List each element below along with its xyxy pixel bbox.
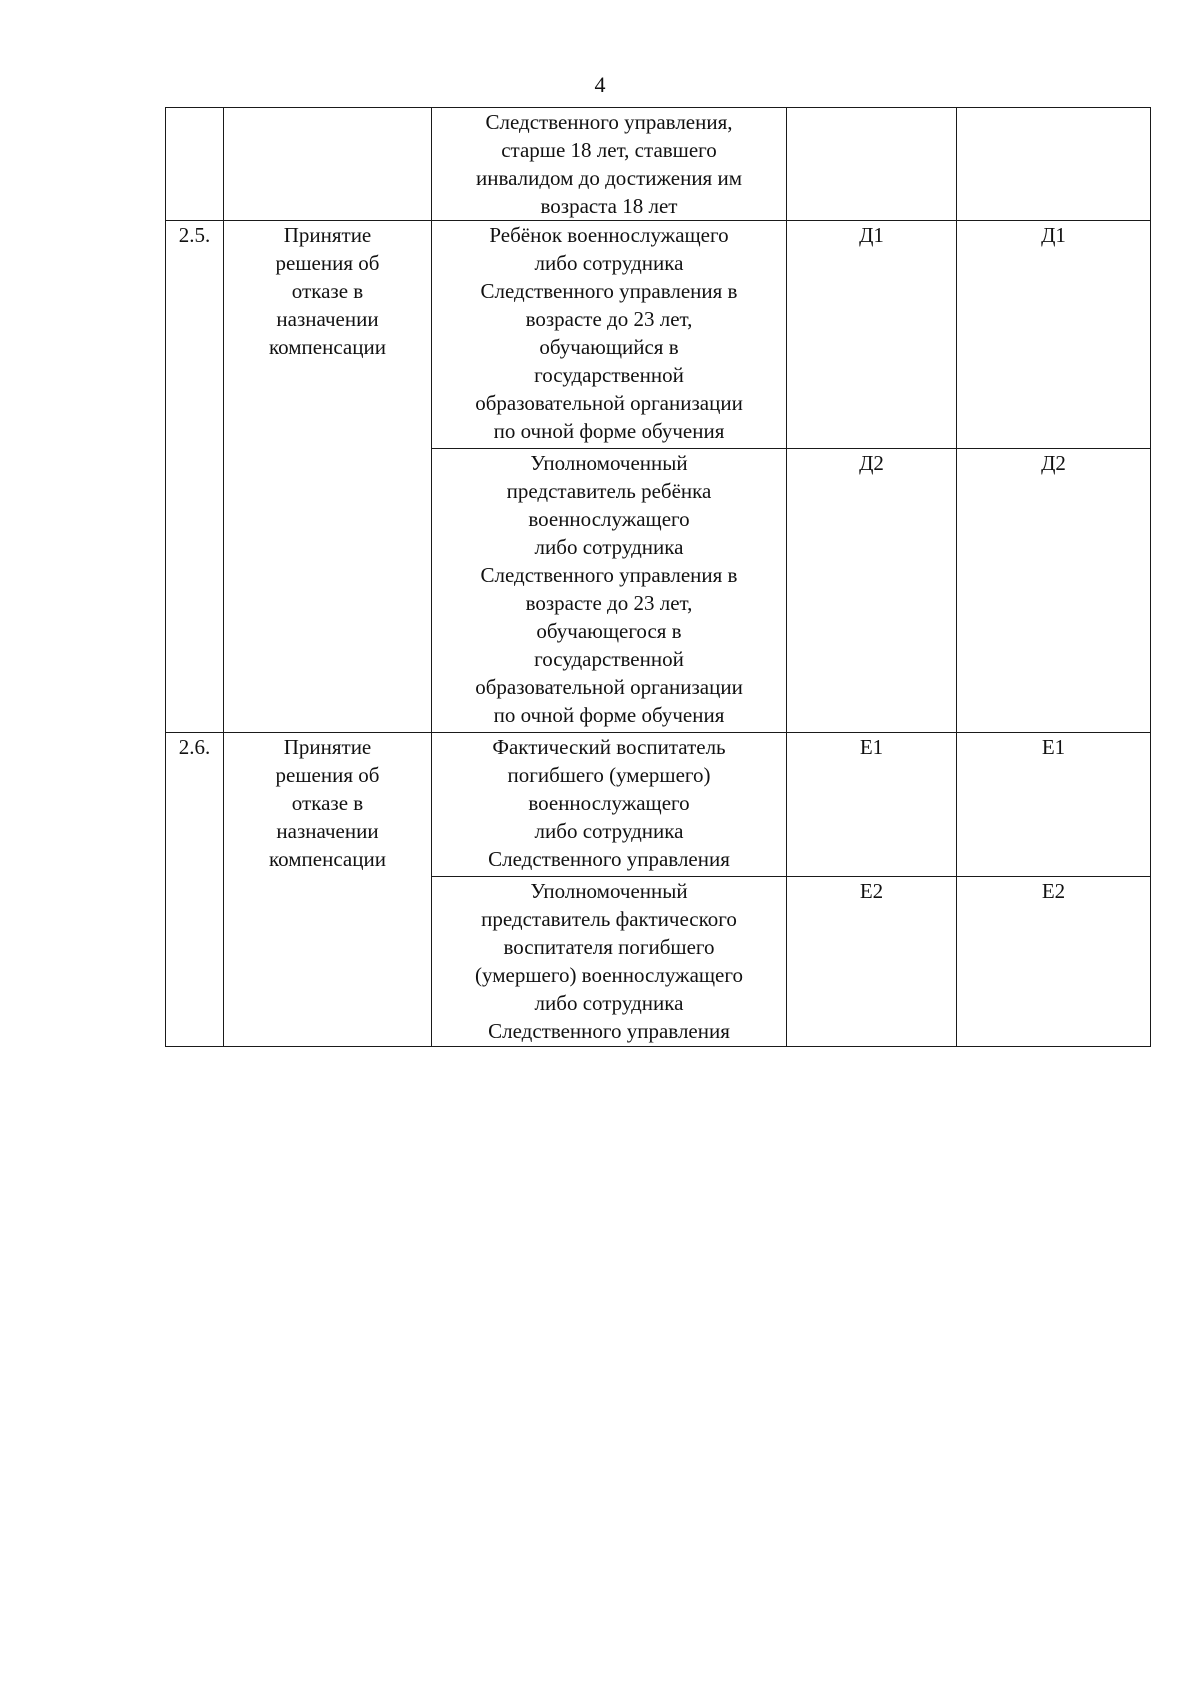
recipient-line: воспитателя погибшего xyxy=(503,935,715,959)
action-line: назначении xyxy=(276,819,379,843)
recipient-cell xyxy=(432,449,787,733)
recipient-line: Следственного управления в xyxy=(480,563,738,587)
recipient-line: обучающийся в xyxy=(539,335,679,359)
recipient-line: погибшего (умершего) xyxy=(507,763,711,787)
code-cell xyxy=(787,221,957,449)
recipient-line: либо сотрудника xyxy=(534,251,684,275)
table-row xyxy=(166,221,1151,449)
page-number: 4 xyxy=(594,72,606,97)
action-line: решения об xyxy=(275,251,380,275)
recipient-line: возраста 18 лет xyxy=(540,194,678,218)
action-cell xyxy=(224,221,432,733)
recipient-line: государственной xyxy=(534,363,684,387)
recipient-line: военнослужащего xyxy=(528,507,690,531)
action-line: Принятие xyxy=(283,735,372,759)
row-number-cell xyxy=(166,733,224,1047)
table-row xyxy=(166,733,1151,877)
recipient-line: образовательной организации xyxy=(475,391,743,415)
recipient-line: (умершего) военнослужащего xyxy=(475,963,743,987)
code-cell xyxy=(787,108,957,221)
recipient-line: либо сотрудника xyxy=(534,819,684,843)
code-cell xyxy=(787,877,957,1047)
recipient-line: либо сотрудника xyxy=(534,535,684,559)
code-cell xyxy=(787,449,957,733)
code-value: Е2 xyxy=(859,879,884,903)
recipient-line: представитель ребёнка xyxy=(506,479,712,503)
recipient-cell xyxy=(432,877,787,1047)
row-number-cell xyxy=(166,221,224,733)
recipient-line: Следственного управления, xyxy=(485,110,733,134)
action-line: компенсации xyxy=(269,335,386,359)
recipient-line: старше 18 лет, ставшего xyxy=(501,138,717,162)
recipient-line: государственной xyxy=(534,647,684,671)
action-line: отказе в xyxy=(291,791,364,815)
recipient-line: по очной форме обучения xyxy=(493,419,725,443)
recipient-line: Уполномоченный xyxy=(530,879,688,903)
code-value: Д1 xyxy=(859,223,884,247)
action-cell xyxy=(224,733,432,1047)
action-line: компенсации xyxy=(269,847,386,871)
row-number: 2.6. xyxy=(178,735,211,759)
recipient-line: возрасте до 23 лет, xyxy=(525,591,693,615)
code-cell xyxy=(957,221,1151,449)
recipient-line: по очной форме обучения xyxy=(493,703,725,727)
code-value: Д2 xyxy=(859,451,884,475)
recipient-line: Уполномоченный xyxy=(530,451,688,475)
code-cell xyxy=(787,733,957,877)
code-cell xyxy=(957,733,1151,877)
recipient-line: Следственного управления xyxy=(488,1019,730,1043)
code-value: Е2 xyxy=(1041,879,1066,903)
recipient-line: образовательной организации xyxy=(475,675,743,699)
action-line: назначении xyxy=(276,307,379,331)
recipient-line: Ребёнок военнослужащего xyxy=(489,223,729,247)
code-cell xyxy=(957,877,1151,1047)
action-line: отказе в xyxy=(291,279,364,303)
action-line: Принятие xyxy=(283,223,372,247)
code-value: Д1 xyxy=(1041,223,1066,247)
action-line: решения об xyxy=(275,763,380,787)
code-cell xyxy=(957,449,1151,733)
recipient-line: либо сотрудника xyxy=(534,991,684,1015)
recipient-cell xyxy=(432,108,787,221)
recipient-line: Фактический воспитатель xyxy=(492,735,726,759)
action-cell xyxy=(224,108,432,221)
recipient-cell xyxy=(432,733,787,877)
recipient-line: Следственного управления xyxy=(488,847,730,871)
code-value: Д2 xyxy=(1041,451,1066,475)
recipient-line: инвалидом до достижения им xyxy=(475,166,742,190)
recipient-line: обучающегося в xyxy=(536,619,682,643)
code-value: Е1 xyxy=(859,735,884,759)
recipient-line: Следственного управления в xyxy=(480,279,738,303)
row-number-cell xyxy=(166,108,224,221)
code-value: Е1 xyxy=(1041,735,1066,759)
table-row xyxy=(166,108,1151,221)
row-number: 2.5. xyxy=(178,223,211,247)
compensation-table xyxy=(165,107,1151,1047)
recipient-line: военнослужащего xyxy=(528,791,690,815)
recipient-line: возрасте до 23 лет, xyxy=(525,307,693,331)
recipient-cell xyxy=(432,221,787,449)
recipient-line: представитель фактического xyxy=(481,907,737,931)
code-cell xyxy=(957,108,1151,221)
